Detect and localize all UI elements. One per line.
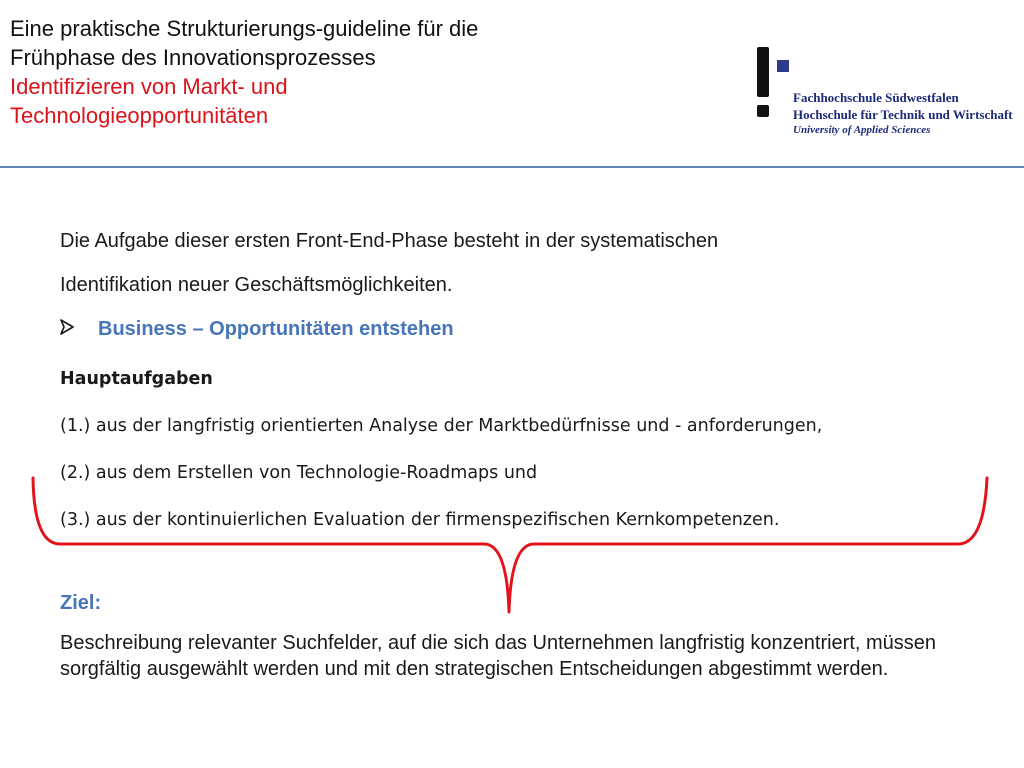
university-logo <box>750 44 1024 144</box>
arrow-bullet-icon <box>60 319 98 340</box>
goal-label: Ziel: <box>60 592 102 614</box>
intro-line-2: Identifikation neuer Geschäftsmöglichkeiten. <box>60 274 453 296</box>
goal-text: Beschreibung relevanter Suchfelder, auf die sich das Unternehmen langfristig konzentriert, müssen sorgfältig ausgewählt werden und mit den strategischen Entscheidungen abgestimmt werden. <box>60 632 937 680</box>
task-item-1: (1.) aus der langfristig orientierten Analyse der Marktbedürfnisse und - anforderungen, <box>60 416 823 436</box>
title-line-2: Frühphase des Innovationsprozesses <box>10 45 376 70</box>
subtitle-line-1: Identifizieren von Markt- und <box>10 74 288 99</box>
slide-title <box>10 14 690 130</box>
logo-exclamation-bar <box>757 47 769 97</box>
logo-blue-square <box>777 60 789 72</box>
subtitle-line-2: Technologieopportunitäten <box>10 103 269 128</box>
intro-paragraph <box>60 226 718 314</box>
red-curly-brace <box>0 470 1024 620</box>
logo-exclamation-dot <box>757 105 769 117</box>
bullet-item <box>60 318 454 341</box>
logo-text-line-3: University of Applied Sciences <box>793 124 931 136</box>
logo-text-line-1: Fachhochschule Südwestfalen <box>793 90 959 105</box>
title-line-1: Eine praktische Strukturierungs-guideline für die <box>10 16 479 41</box>
intro-line-1: Die Aufgabe dieser ersten Front-End-Phase besteht in der systematischen <box>60 230 719 252</box>
tasks-heading: Hauptaufgaben <box>60 369 213 389</box>
logo-text-line-2: Hochschule für Technik und Wirtschaft <box>793 107 1013 122</box>
task-item-2: (2.) aus dem Erstellen von Technologie-Roadmaps und <box>60 463 538 483</box>
task-item-3: (3.) aus der kontinuierlichen Evaluation der firmenspezifischen Kernkompetenzen. <box>60 510 780 530</box>
header-separator <box>0 166 1024 168</box>
bullet-text: Business – Opportunitäten entstehen <box>98 318 454 340</box>
